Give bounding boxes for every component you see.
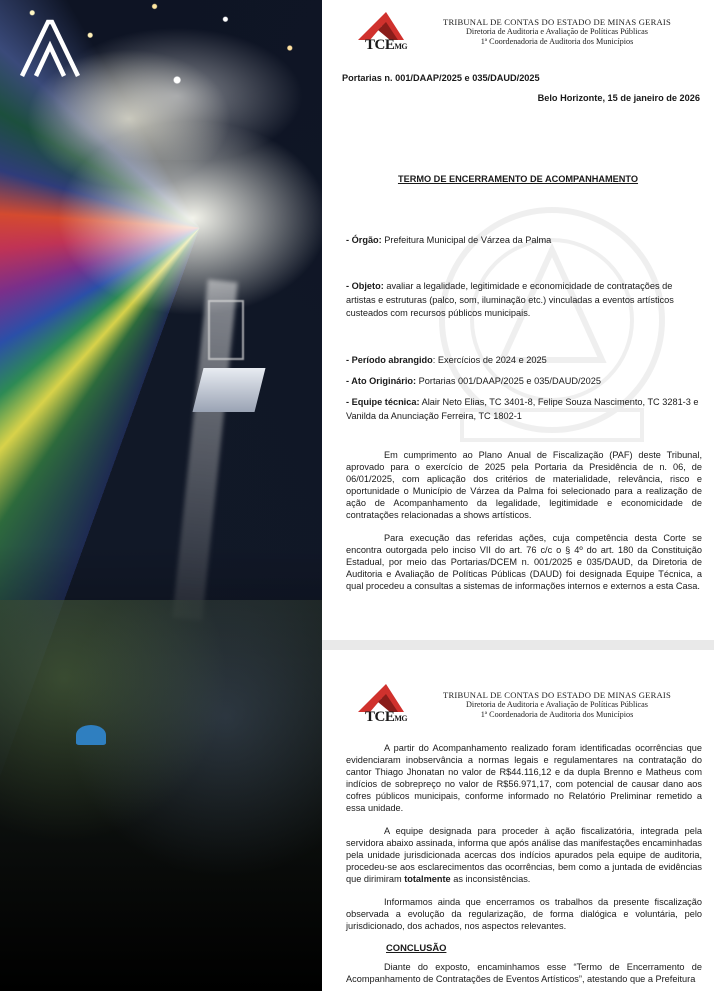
- stylized-a-logo-icon: [18, 18, 86, 78]
- field-equipe: [346, 396, 702, 423]
- document-page-1: [322, 0, 714, 640]
- paragraph-equipe: [346, 826, 702, 886]
- tce-logo-text: TCEMG: [365, 37, 408, 53]
- field-objeto: [346, 280, 702, 321]
- institution-name: TRIBUNAL DE CONTAS DO ESTADO DE MINAS GERAIS: [443, 17, 671, 27]
- field-ato: [346, 375, 702, 389]
- stage-structure: [193, 368, 266, 412]
- coordination-name: 1ª Coordenadoria de Auditoria dos Municípios: [480, 710, 634, 720]
- field-periodo-label: - Período abrangido: [346, 355, 433, 365]
- institution-name: TRIBUNAL DE CONTAS DO ESTADO DE MINAS GERAIS: [443, 690, 671, 700]
- field-objeto-label: - Objeto:: [346, 281, 384, 291]
- document-title: TERMO DE ENCERRAMENTO DE ACOMPANHAMENTO: [397, 174, 639, 184]
- field-ato-label: - Ato Originário:: [346, 376, 417, 386]
- directorate-name: Diretoria de Auditoria e Avaliação de Políticas Públicas: [466, 27, 648, 37]
- lighting-tower: [208, 300, 244, 360]
- paragraph-conclusao: Diante do exposto, encaminhamos esse “Termo de Encerramento de Acompanhamento de Contratações de Eventos Artísticos”, atestando que a Prefeitura: [346, 962, 702, 984]
- field-equipe-value: Alair Neto Elias, TC 3401-8, Felipe Souza Nascimento, TC 3281-3 e Vanilda da Anunciação Ferreira, TC 1802-1: [346, 397, 699, 421]
- conclusion-heading: CONCLUSÃO: [386, 942, 447, 953]
- field-periodo: [346, 354, 702, 368]
- coordination-name: 1ª Coordenadoria de Auditoria dos Municípios: [480, 37, 634, 47]
- tce-logo-text: TCEMG: [365, 709, 408, 725]
- paragraph-paf: Em cumprimento ao Plano Anual de Fiscalização (PAF) deste Tribunal, aprovado para o exercício de 2025 pela Portaria da Presidência de n. 06, de 06/01/2025, com aplicação dos critérios de materialidade, relevância, risco e oportunidade o Município de Várzea da Palma foi selecionado para a realização de ação de Acompanhamento da legalidade, legitimidade e economicidade de contratações relacionadas a shows artísticos.: [346, 450, 702, 520]
- coat-of-arms-watermark: [402, 180, 702, 470]
- document-page-2: [322, 650, 714, 991]
- letterhead-text: [422, 17, 692, 48]
- crowd-area: [0, 600, 322, 991]
- field-ato-value: Portarias 001/DAAP/2025 e 035/DAUD/2025: [418, 376, 601, 386]
- field-equipe-label: - Equipe técnica:: [346, 397, 420, 407]
- paragraph-equipe-end: as inconsistências.: [450, 873, 531, 884]
- field-orgao-value: Prefeitura Municipal de Várzea da Palma: [384, 235, 552, 245]
- reference-line: Portarias n. 001/DAAP/2025 e 035/DAUD/2025: [342, 73, 540, 83]
- page-separator: [322, 640, 714, 650]
- paragraph-equipe-emphasis: totalmente: [404, 873, 451, 884]
- umbrella: [76, 725, 106, 745]
- field-orgao-label: - Órgão:: [346, 235, 382, 245]
- paragraph-equipe-text: A equipe designada para proceder à ação fiscalizatória, integrada pela servidora abaixo assinada, informa que após análise das manifestações encaminhadas pela unidade jurisdicionada acercas dos indícios apurados pela equipe de auditoria, procedeu-se aos esclarecimentos das ocorrências, bem como a juntada de evidências que dirimiram: [346, 826, 702, 884]
- paragraph-ocorrencias: A partir do Acompanhamento realizado foram identificadas ocorrências que evidenciaram inobservância a normas legais e regulamentares na contratação do cantor Thiago Jhonatan no valor de R$44.116,12 e da dupla Brenno e Matheus com indícios de sobrepreço no valor de R$56.971,17, com potencial de causar dano aos cofres públicos municipais, conforme informado no Relatório Preliminar remetido a essa unidade.: [346, 743, 702, 813]
- field-periodo-value: : Exercícios de 2024 e 2025: [432, 355, 547, 365]
- paragraph-encerramento: Informamos ainda que encerramos os trabalhos da presente fiscalização observada a evolução da regularização, de forma dialógica e voluntária, pelo jurisdicionado, dos achados, nos aspectos relevantes.: [346, 897, 702, 931]
- field-objeto-value: avaliar a legalidade, legitimidade e economicidade de contratações de artistas e estruturas (palco, som, iluminação etc.) vinculadas a eventos artísticos custeados com recursos públicos municipais.: [346, 281, 674, 318]
- paragraph-competencia: Para execução das referidas ações, cuja competência desta Corte se encontra outorgada pelo inciso VII do art. 76 c/c o § 4º do art. 180 da Constituição Estadual, por meio das Portarias/DCEM n. 001/2025 e 035/DAUD, da Diretoria de Auditoria e Avaliação de Políticas Públicas (DAUD) foi designada Equipe Técnica, a qual procedeu a consultas a sistemas de informações internos e externos a esta Casa.: [346, 533, 702, 591]
- document-date: Belo Horizonte, 15 de janeiro de 2026: [537, 93, 700, 103]
- letterhead-text: [422, 690, 692, 721]
- directorate-name: Diretoria de Auditoria e Avaliação de Políticas Públicas: [466, 700, 648, 710]
- aerial-festival-photo: [0, 0, 322, 991]
- field-orgao: [346, 234, 702, 248]
